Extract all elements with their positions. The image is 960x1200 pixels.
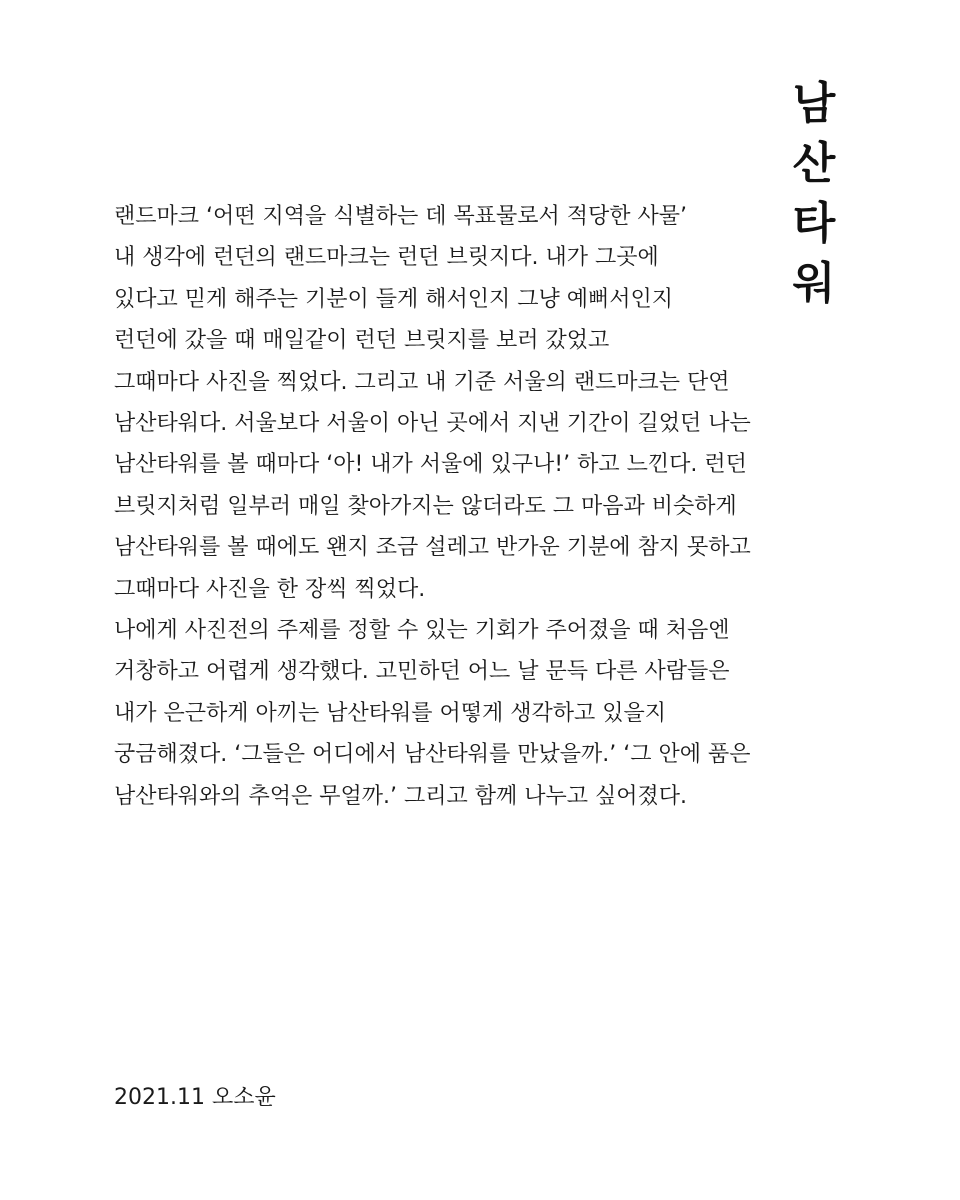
body-line: 나에게 사진전의 주제를 정할 수 있는 기회가 주어졌을 때 처음엔 <box>114 618 730 644</box>
body-line: 그때마다 사진을 찍었다. 그리고 내 기준 서울의 랜드마크는 단연 <box>114 369 730 395</box>
body-line: 랜드마크 ‘어떤 지역을 식별하는 데 목표물로서 적당한 사물’ <box>114 204 687 229</box>
body-line: 브릿지처럼 일부러 매일 찾아가지는 않더라도 그 마음과 비슷하게 <box>114 493 737 519</box>
body-line: 남산타워를 볼 때에도 왠지 조금 설레고 반가운 기분에 참지 못하고 <box>114 535 751 561</box>
body-line: 남산타워와의 추억은 무얼까.’ 그리고 함께 나누고 싶어졌다. <box>114 783 687 809</box>
title-char: 타 <box>792 198 836 249</box>
body-line: 남산타워다. 서울보다 서울이 아닌 곳에서 지낸 기간이 길었던 나는 <box>114 411 751 437</box>
title-char: 남 <box>792 78 836 129</box>
body-line: 그때마다 사진을 한 장씩 찍었다. <box>114 576 426 602</box>
body-line: 내 생각에 런던의 랜드마크는 런던 브릿지다. 내가 그곳에 <box>114 245 659 271</box>
body-line: 거창하고 어렵게 생각했다. 고민하던 어느 날 문득 다른 사람들은 <box>114 659 730 685</box>
body-line: 런던에 갔을 때 매일같이 런던 브릿지를 보러 갔었고 <box>114 328 610 354</box>
title-char: 워 <box>792 258 836 309</box>
body-paragraph <box>114 196 854 817</box>
body-line: 내가 은근하게 아끼는 남산타워를 어떻게 생각하고 있을지 <box>114 700 667 726</box>
body-line: 남산타워를 볼 때마다 ‘아! 내가 서울에 있구나!’ 하고 느낀다. 런던 <box>114 452 747 478</box>
title-char: 산 <box>792 138 836 189</box>
body-line: 궁금해졌다. ‘그들은 어디에서 남산타워를 만났을까.’ ‘그 안에 품은 <box>114 742 751 768</box>
signature: 2021.11 오소윤 <box>114 1085 276 1110</box>
body-line: 있다고 믿게 해주는 기분이 들게 해서인지 그냥 예뻐서인지 <box>114 286 674 312</box>
